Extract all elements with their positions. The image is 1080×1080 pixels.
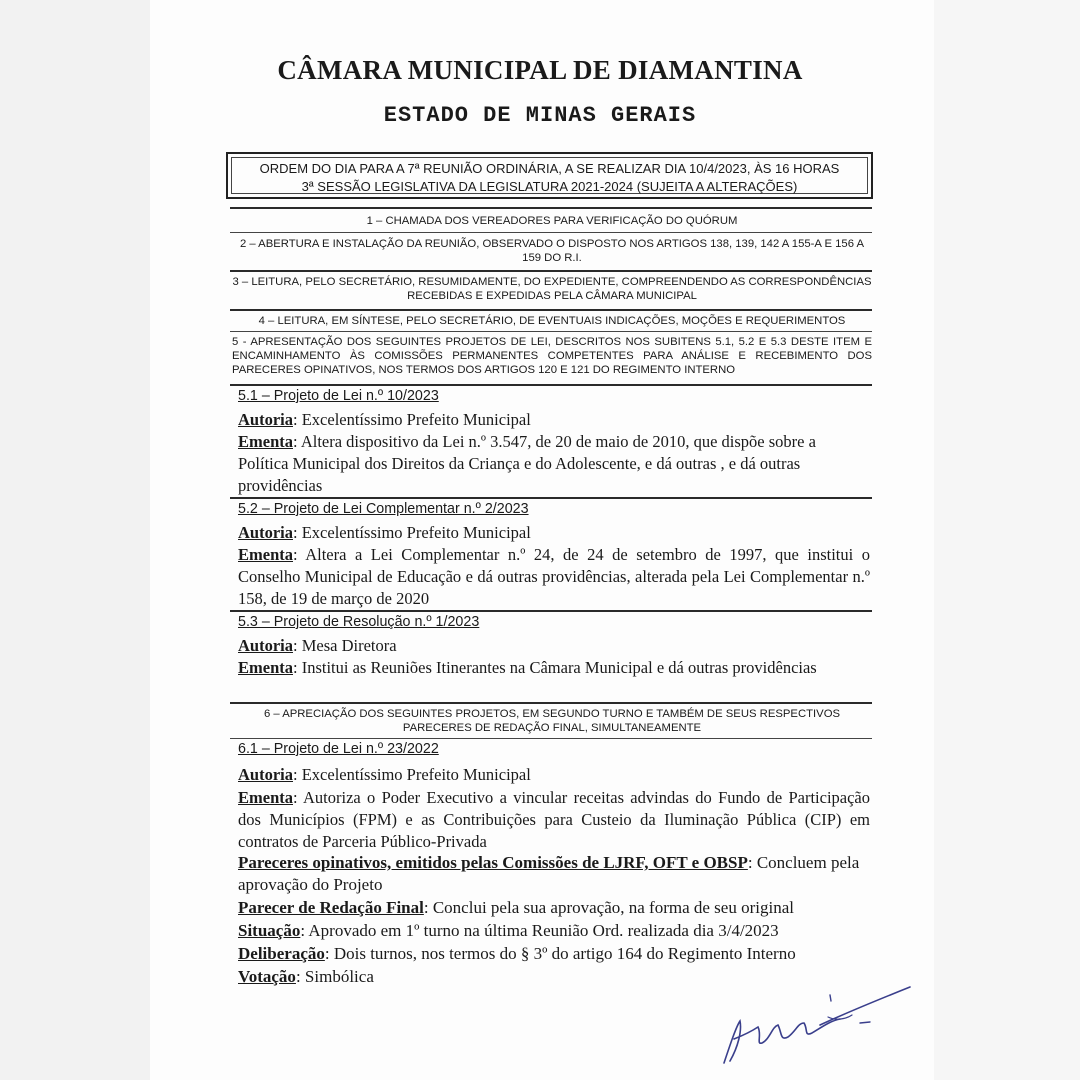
agenda-item-3: 3 – LEITURA, PELO SECRETÁRIO, RESUMIDAMENTE, DO EXPEDIENTE, COMPREENDENDO AS CORRESPONDÊNCIAS RECEBIDAS E EXPEDIDAS PELA CÂMARA MUNICIPAL <box>232 276 872 302</box>
deliberation-value: Dois turnos, nos termos do § 3º do artigo 164 do Regimento Interno <box>333 944 796 963</box>
authorship-label: Autoria <box>238 636 293 655</box>
project-6-1-vote: Votação: Simbólica <box>238 967 374 986</box>
authorship-value: Excelentíssimo Prefeito Municipal <box>301 765 531 784</box>
handwritten-signature <box>700 965 920 1075</box>
agenda-item-2: 2 – ABERTURA E INSTALAÇÃO DA REUNIÃO, OBSERVADO O DISPOSTO NOS ARTIGOS 138, 139, 142 A 155-A E 156 A 159 DO R.I. <box>239 238 865 264</box>
state-subtitle: ESTADO DE MINAS GERAIS <box>383 103 697 128</box>
project-6-1-final-wording: Parecer de Redação Final: Conclui pela sua aprovação, na forma de seu original <box>238 898 794 917</box>
status-label: Situação <box>238 921 301 940</box>
final-wording-value: Conclui pela sua aprovação, na forma de seu original <box>432 898 794 917</box>
summary-value: Altera dispositivo da Lei n.º 3.547, de 20 de maio de 2010, que dispõe sobre a Política Municipal dos Direitos da Criança e do Adolescente, e dá outras , e dá outras providências <box>238 432 816 495</box>
project-5-2-authorship: Autoria: Excelentíssimo Prefeito Municipal <box>238 523 531 542</box>
summary-value: Altera a Lei Complementar n.º 24, de 24 de setembro de 1997, que institui o Conselho Municipal de Educação e dá outras providências, alterada pela Lei Complementar n.º 158, de 19 de março de 2020 <box>238 545 870 608</box>
summary-label: Ementa <box>238 788 293 807</box>
project-5-3-summary: Ementa: Institui as Reuniões Itinerantes na Câmara Municipal e dá outras providências <box>238 658 817 677</box>
scan-margin-left <box>0 0 151 1080</box>
summary-label: Ementa <box>238 658 293 677</box>
opinions-label: Pareceres opinativos, emitidos pelas Comissões de LJRF, OFT e OBSP <box>238 853 748 872</box>
project-5-2-summary: Ementa: Altera a Lei Complementar n.º 24, de 24 de setembro de 1997, que institui o Conselho Municipal de Educação e dá outras providências, alterada pela Lei Complementar n.º 158, de 19 de março de 2020 <box>238 545 870 608</box>
project-5-3-title: 5.3 – Projeto de Resolução n.º 1/2023 <box>238 614 480 630</box>
vote-value: Simbólica <box>304 967 374 986</box>
divider <box>230 309 872 311</box>
project-6-1-authorship: Autoria: Excelentíssimo Prefeito Municipal <box>238 765 531 784</box>
status-value: Aprovado em 1º turno na última Reunião Ord. realizada dia 3/4/2023 <box>308 921 779 940</box>
project-6-1-summary: Ementa: Autoriza o Poder Executivo a vincular receitas advindas do Fundo de Participação dos Municípios (FPM) e as Contribuições para Custeio da Iluminação Pública (CIP) em contratos de Parceria Público-Privada <box>238 788 870 851</box>
authorship-label: Autoria <box>238 523 293 542</box>
project-5-3-authorship: Autoria: Mesa Diretora <box>238 636 397 655</box>
agenda-title-line1: ORDEM DO DIA PARA A 7ª REUNIÃO ORDINÁRIA, A SE REALIZAR DIA 10/4/2023, ÀS 16 HORAS <box>259 161 840 176</box>
vote-label: Votação <box>238 967 296 986</box>
final-wording-label: Parecer de Redação Final <box>238 898 424 917</box>
authorship-value: Excelentíssimo Prefeito Municipal <box>301 523 531 542</box>
divider <box>230 232 872 233</box>
divider <box>230 497 872 499</box>
divider <box>230 207 872 209</box>
agenda-item-5: 5 - APRESENTAÇÃO DOS SEGUINTES PROJETOS DE LEI, DESCRITOS NOS SUBITENS 5.1, 5.2 E 5.3 DESTE ITEM E ENCAMINHAMENTO ÀS COMISSÕES PERMANENTES COMPETENTES PARA ANÁLISE E RECEBIMENTO DOS PARECERES OPINATIVOS, NOS TERMOS DOS ARTIGOS 120 E 121 DO REGIMENTO INTERNO <box>232 336 872 376</box>
summary-value: Institui as Reuniões Itinerantes na Câmara Municipal e dá outras providências <box>301 658 817 677</box>
authorship-label: Autoria <box>238 765 293 784</box>
authorship-value: Mesa Diretora <box>301 636 397 655</box>
summary-label: Ementa <box>238 545 293 564</box>
project-6-1-deliberation: Deliberação: Dois turnos, nos termos do § 3º do artigo 164 do Regimento Interno <box>238 944 796 963</box>
institution-title: CÂMARA MUNICIPAL DE DIAMANTINA <box>277 55 803 85</box>
divider <box>230 331 872 332</box>
divider <box>230 384 872 386</box>
summary-label: Ementa <box>238 432 293 451</box>
scan-margin-right <box>933 0 1080 1080</box>
divider <box>230 738 872 739</box>
divider <box>230 610 872 612</box>
project-5-1-title: 5.1 – Projeto de Lei n.º 10/2023 <box>238 388 439 404</box>
project-5-2-title: 5.2 – Projeto de Lei Complementar n.º 2/2023 <box>238 501 529 517</box>
project-5-1-authorship: Autoria: Excelentíssimo Prefeito Municipal <box>238 410 531 429</box>
project-6-1-opinions: Pareceres opinativos, emitidos pelas Comissões de LJRF, OFT e OBSP: Concluem pela aprovação do Projeto <box>238 853 860 894</box>
agenda-title-line2: 3ª SESSÃO LEGISLATIVA DA LEGISLATURA 2021-2024 (SUJEITA A ALTERAÇÕES) <box>301 179 798 194</box>
agenda-item-6: 6 – APRECIAÇÃO DOS SEGUINTES PROJETOS, EM SEGUNDO TURNO E TAMBÉM DE SEUS RESPECTIVOS PARECERES DE REDAÇÃO FINAL, SIMULTANEAMENTE <box>263 708 841 734</box>
deliberation-label: Deliberação <box>238 944 325 963</box>
project-5-1-summary: Ementa: Altera dispositivo da Lei n.º 3.547, de 20 de maio de 2010, que dispõe sobre a Política Municipal dos Direitos da Criança e do Adolescente, e dá outras , e dá outras providências <box>238 432 816 495</box>
authorship-value: Excelentíssimo Prefeito Municipal <box>301 410 531 429</box>
opinions-value: Concluem pela aprovação do Projeto <box>238 853 860 894</box>
project-6-1-status: Situação: Aprovado em 1º turno na última Reunião Ord. realizada dia 3/4/2023 <box>238 921 779 940</box>
agenda-item-4: 4 – LEITURA, EM SÍNTESE, PELO SECRETÁRIO, DE EVENTUAIS INDICAÇÕES, MOÇÕES E REQUERIMENTOS <box>258 315 846 327</box>
agenda-item-1: 1 – CHAMADA DOS VEREADORES PARA VERIFICAÇÃO DO QUÓRUM <box>366 215 738 227</box>
project-6-1-title: 6.1 – Projeto de Lei n.º 23/2022 <box>238 741 439 757</box>
divider <box>230 702 872 704</box>
divider <box>230 270 872 272</box>
authorship-label: Autoria <box>238 410 293 429</box>
summary-value: Autoriza o Poder Executivo a vincular receitas advindas do Fundo de Participação dos Municípios (FPM) e as Contribuições para Custeio da Iluminação Pública (CIP) em contratos de Parceria Público-Privada <box>238 788 870 851</box>
agenda-title-box <box>226 152 873 199</box>
